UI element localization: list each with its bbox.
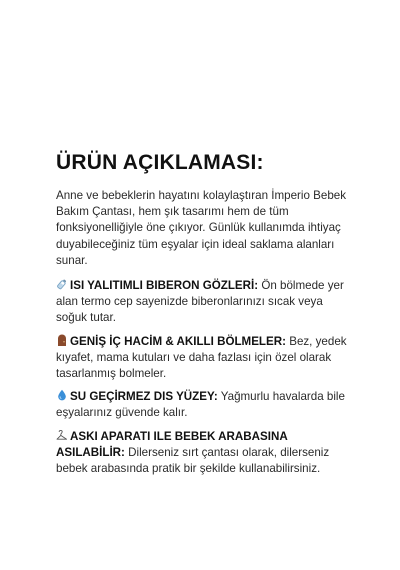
feature-item-compartments (56, 334, 348, 383)
baby-bottle-icon (56, 278, 68, 290)
feature-text: Ön bölmede yer alan termo cep sayenizde biberonlarınızı sıcak veya soğuk tutar. (56, 279, 344, 325)
feature-heading: ISI YALITIMLI BIBERON GÖZLERİ: (70, 279, 259, 293)
feature-heading: GENİŞ İÇ HACİM & AKILLI BÖLMELER: (70, 334, 286, 348)
door-icon (56, 334, 68, 346)
feature-text: Dilerseniz sırt çantası olarak, dilerseniz bebek arabasında pratik bir şekilde kullanabilirsiniz. (56, 445, 330, 476)
feature-text: Bez, yedek kıyafet, mama kutuları ve daha fazlası için özel olarak tasarlanmış bolmeler. (56, 334, 347, 381)
intro-paragraph: Anne ve bebeklerin hayatını kolaylaştıran İmperio Bebek Bakım Çantası, hem şık tasarımı hem de tüm fonksiyonelliğiyle öne çıkıyor. Günlük kullanımda ihtiyaç duyabileceğiniz tüm eşyalar için ideal saklama alanları sunar. (56, 189, 347, 267)
feature-heading: SU GEÇİRMEZ DIS YÜZEY: (70, 390, 218, 404)
feature-item-hanger (56, 429, 348, 478)
feature-item-waterproof (56, 389, 348, 421)
hanger-icon (56, 429, 68, 441)
water-drop-icon (56, 389, 68, 401)
feature-heading: ASKI APARATI ILE BEBEK ARABASINA ASILABİLİR: (56, 429, 288, 459)
feature-text: Yağmurlu havalarda bile eşyalarınız güvende kalır. (56, 390, 345, 420)
feature-item-bottle (56, 278, 348, 327)
product-description (56, 150, 348, 484)
page-title: ÜRÜN AÇIKLAMASI: (56, 151, 264, 174)
